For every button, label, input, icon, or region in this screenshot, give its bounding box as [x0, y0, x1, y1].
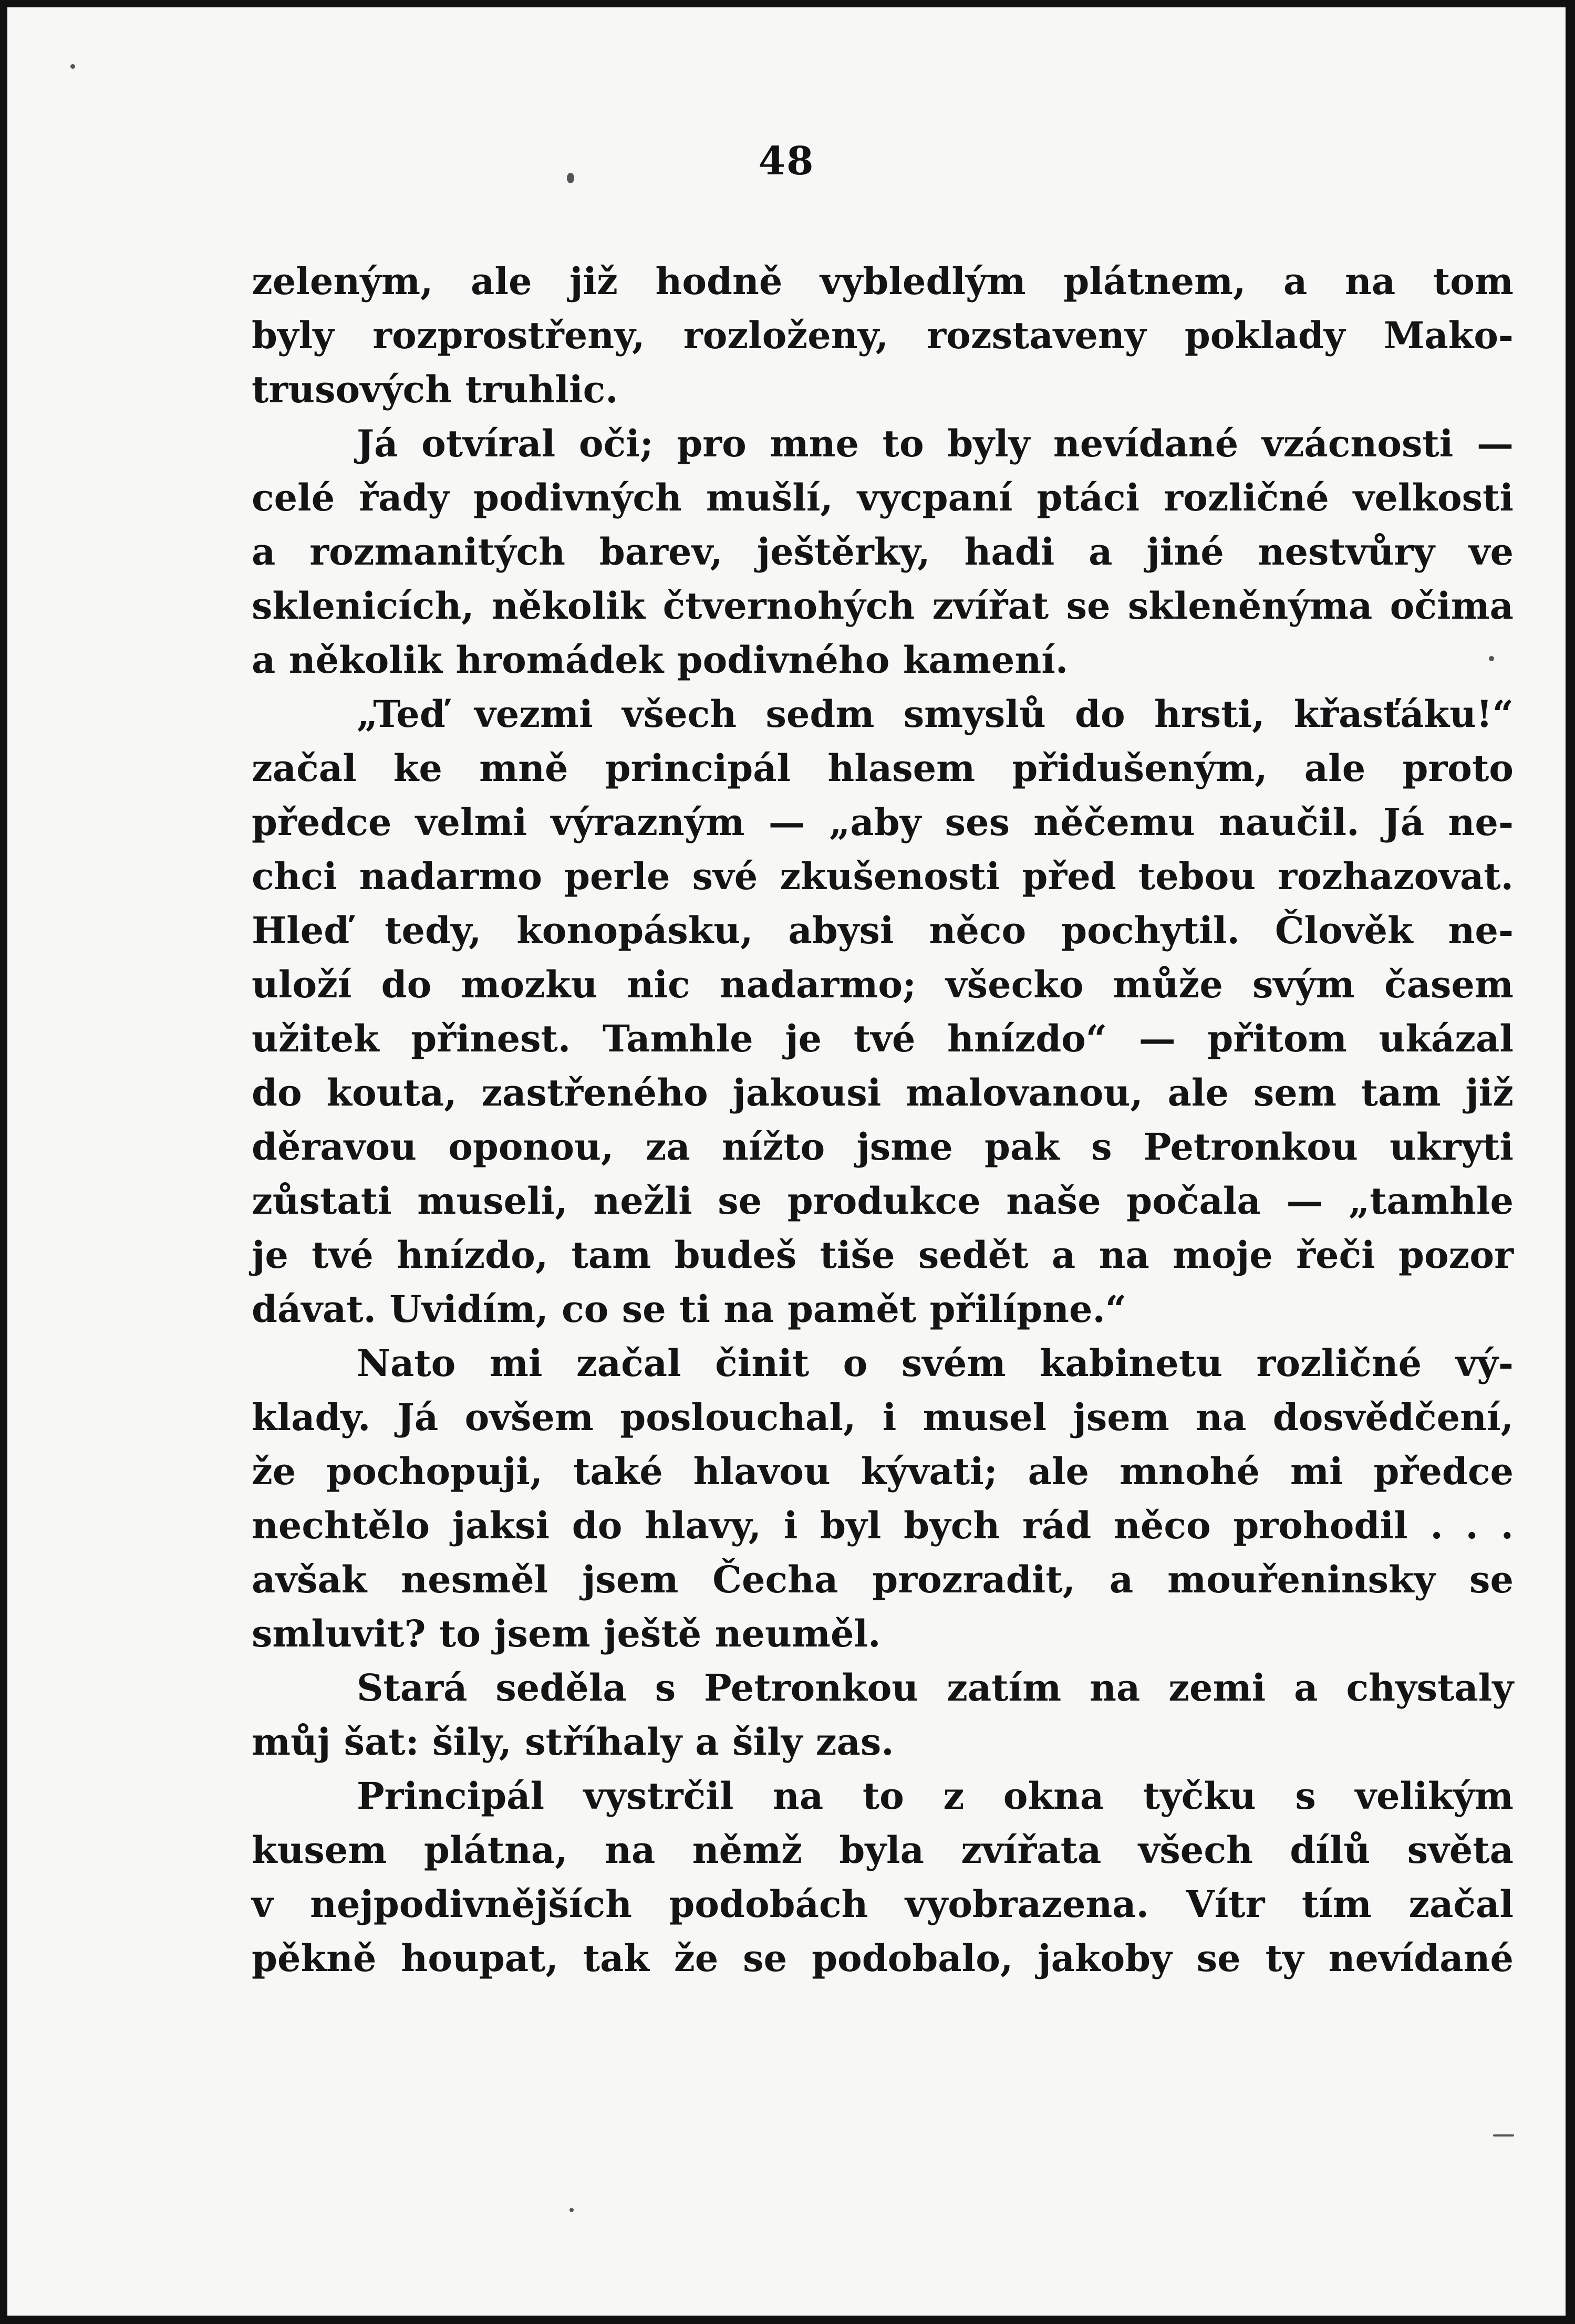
text-line: byly rozprostřeny, rozloženy, rozstaveny poklady Mako-	[252, 314, 1514, 357]
text-line: je tvé hnízdo, tam budeš tiše sedět a na moje řeči pozor	[252, 1233, 1514, 1277]
print-speck	[1493, 2134, 1514, 2137]
text-line: uloží do mozku nic nadarmo; všecko může svým časem	[252, 963, 1514, 1006]
print-speck	[1489, 656, 1494, 661]
text-line: Já otvíral oči; pro mne to byly nevídané vzácnosti —	[357, 422, 1514, 465]
text-line: chci nadarmo perle své zkušenosti před tebou rozhazovat.	[252, 854, 1514, 898]
text-line: do kouta, zastřeného jakousi malovanou, ale sem tam již	[252, 1071, 1514, 1114]
text-line: můj šat: šily, stříhaly a šily zas.	[252, 1720, 894, 1764]
text-line: Hleď tedy, konopásku, abysi něco pochytil. Člověk ne-	[252, 909, 1514, 952]
page-number: 48	[758, 139, 815, 184]
text-line: pěkně houpat, tak že se podobalo, jakoby se ty nevídané	[252, 1936, 1514, 1980]
text-line: že pochopuji, také hlavou kývati; ale mnohé mi předce	[252, 1450, 1514, 1493]
text-line: užitek přinest. Tamhle je tvé hnízdo“ — přitom ukázal	[252, 1017, 1514, 1060]
print-speck	[567, 173, 574, 183]
text-line: „Teď vezmi všech sedm smyslů do hrsti, křasťáku!“	[357, 692, 1514, 736]
book-page	[7, 7, 1566, 2316]
text-line: smluvit? to jsem ještě neuměl.	[252, 1612, 881, 1655]
text-line: a několik hromádek podivného kamení.	[252, 638, 1069, 682]
body-text	[252, 254, 1514, 1985]
print-speck	[70, 64, 75, 69]
text-line: děravou oponou, za nížto jsme pak s Petronkou ukryti	[252, 1125, 1514, 1169]
text-line: a rozmanitých barev, ještěrky, hadi a jiné nestvůry ve	[252, 530, 1514, 574]
text-line: kusem plátna, na němž byla zvířata všech dílů světa	[252, 1828, 1514, 1872]
text-line: Principál vystrčil na to z okna tyčku s velikým	[357, 1774, 1514, 1818]
text-line: dávat. Uvidím, co se ti na pamět přilípne.“	[252, 1287, 1127, 1331]
text-line: předce velmi výrazným — „aby ses něčemu naučil. Já ne-	[252, 800, 1514, 844]
text-line: avšak nesměl jsem Čecha prozradit, a mouřeninsky se	[252, 1558, 1514, 1601]
text-line: celé řady podivných mušlí, vycpaní ptáci rozličné velkosti	[252, 476, 1514, 519]
text-line: sklenicích, několik čtvernohých zvířat se skleněnýma očima	[252, 584, 1514, 628]
text-line: klady. Já ovšem poslouchal, i musel jsem na dosvědčení,	[252, 1395, 1514, 1439]
text-line: Nato mi začal činit o svém kabinetu rozličné vý-	[357, 1341, 1514, 1385]
text-line: nechtělo jaksi do hlavy, i byl bych rád něco prohodil . . .	[252, 1504, 1514, 1547]
text-line: trusových truhlic.	[252, 368, 618, 411]
text-line: zůstati museli, nežli se produkce naše počala — „tamhle	[252, 1179, 1514, 1223]
print-speck	[569, 2208, 574, 2212]
text-line: v nejpodivnějších podobách vyobrazena. Vítr tím začal	[252, 1882, 1514, 1926]
text-line: zeleným, ale již hodně vybledlým plátnem, a na tom	[252, 259, 1514, 303]
text-line: začal ke mně principál hlasem přidušeným, ale proto	[252, 746, 1514, 790]
text-line: Stará seděla s Petronkou zatím na zemi a chystaly	[357, 1666, 1514, 1710]
